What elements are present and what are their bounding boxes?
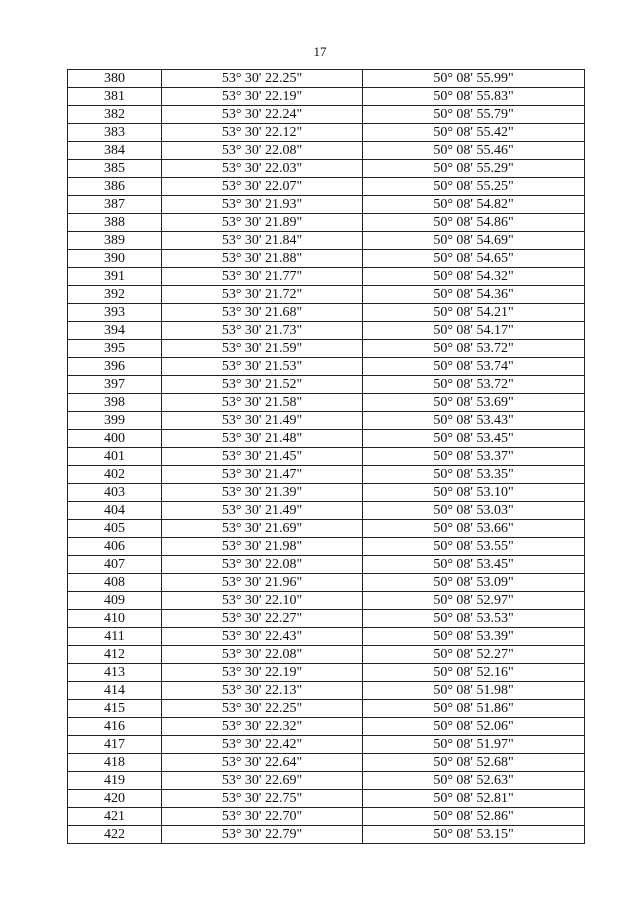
table-row: [68, 664, 585, 682]
table-row: [68, 394, 585, 412]
table-row: [68, 808, 585, 826]
latitude-cell: 53° 30' 22.03": [162, 160, 363, 178]
table-row: [68, 520, 585, 538]
longitude-cell: 50° 08' 51.98": [363, 682, 585, 700]
table-row: [68, 592, 585, 610]
table-row: [68, 484, 585, 502]
point-number-cell: 386: [68, 178, 162, 196]
longitude-cell: 50° 08' 53.03": [363, 502, 585, 520]
longitude-cell: 50° 08' 53.15": [363, 826, 585, 844]
point-number-cell: 392: [68, 286, 162, 304]
longitude-cell: 50° 08' 53.43": [363, 412, 585, 430]
latitude-cell: 53° 30' 21.73": [162, 322, 363, 340]
latitude-cell: 53° 30' 22.75": [162, 790, 363, 808]
table-row: [68, 124, 585, 142]
longitude-cell: 50° 08' 52.63": [363, 772, 585, 790]
longitude-cell: 50° 08' 52.97": [363, 592, 585, 610]
point-number-cell: 403: [68, 484, 162, 502]
point-number-cell: 418: [68, 754, 162, 772]
latitude-cell: 53° 30' 22.12": [162, 124, 363, 142]
longitude-cell: 50° 08' 54.69": [363, 232, 585, 250]
point-number-cell: 417: [68, 736, 162, 754]
longitude-cell: 50° 08' 52.06": [363, 718, 585, 736]
table-row: [68, 790, 585, 808]
table-row: [68, 268, 585, 286]
latitude-cell: 53° 30' 21.96": [162, 574, 363, 592]
longitude-cell: 50° 08' 53.72": [363, 376, 585, 394]
longitude-cell: 50° 08' 53.39": [363, 628, 585, 646]
coordinates-table-body: [68, 70, 585, 844]
table-row: [68, 502, 585, 520]
longitude-cell: 50° 08' 52.68": [363, 754, 585, 772]
point-number-cell: 390: [68, 250, 162, 268]
point-number-cell: 391: [68, 268, 162, 286]
table-row: [68, 628, 585, 646]
table-row: [68, 250, 585, 268]
longitude-cell: 50° 08' 52.86": [363, 808, 585, 826]
point-number-cell: 398: [68, 394, 162, 412]
latitude-cell: 53° 30' 21.59": [162, 340, 363, 358]
point-number-cell: 407: [68, 556, 162, 574]
latitude-cell: 53° 30' 21.68": [162, 304, 363, 322]
point-number-cell: 393: [68, 304, 162, 322]
point-number-cell: 381: [68, 88, 162, 106]
latitude-cell: 53° 30' 22.08": [162, 142, 363, 160]
latitude-cell: 53° 30' 21.98": [162, 538, 363, 556]
table-row: [68, 88, 585, 106]
table-row: [68, 412, 585, 430]
point-number-cell: 413: [68, 664, 162, 682]
point-number-cell: 414: [68, 682, 162, 700]
table-row: [68, 106, 585, 124]
table-row: [68, 358, 585, 376]
latitude-cell: 53° 30' 22.25": [162, 700, 363, 718]
latitude-cell: 53° 30' 21.49": [162, 412, 363, 430]
table-row: [68, 646, 585, 664]
table-row: [68, 736, 585, 754]
latitude-cell: 53° 30' 22.24": [162, 106, 363, 124]
table-row: [68, 70, 585, 88]
latitude-cell: 53° 30' 22.79": [162, 826, 363, 844]
point-number-cell: 404: [68, 502, 162, 520]
point-number-cell: 409: [68, 592, 162, 610]
point-number-cell: 411: [68, 628, 162, 646]
longitude-cell: 50° 08' 53.66": [363, 520, 585, 538]
point-number-cell: 380: [68, 70, 162, 88]
longitude-cell: 50° 08' 53.37": [363, 448, 585, 466]
point-number-cell: 410: [68, 610, 162, 628]
table-row: [68, 232, 585, 250]
latitude-cell: 53° 30' 22.08": [162, 646, 363, 664]
coordinates-table: [67, 69, 585, 844]
longitude-cell: 50° 08' 53.45": [363, 430, 585, 448]
latitude-cell: 53° 30' 22.43": [162, 628, 363, 646]
longitude-cell: 50° 08' 52.81": [363, 790, 585, 808]
point-number-cell: 395: [68, 340, 162, 358]
point-number-cell: 385: [68, 160, 162, 178]
longitude-cell: 50° 08' 52.16": [363, 664, 585, 682]
latitude-cell: 53° 30' 22.64": [162, 754, 363, 772]
page-number: 17: [313, 44, 327, 59]
table-row: [68, 376, 585, 394]
point-number-cell: 383: [68, 124, 162, 142]
longitude-cell: 50° 08' 53.74": [363, 358, 585, 376]
latitude-cell: 53° 30' 21.84": [162, 232, 363, 250]
table-row: [68, 142, 585, 160]
point-number-cell: 389: [68, 232, 162, 250]
longitude-cell: 50° 08' 53.53": [363, 610, 585, 628]
point-number-cell: 388: [68, 214, 162, 232]
latitude-cell: 53° 30' 21.39": [162, 484, 363, 502]
longitude-cell: 50° 08' 54.86": [363, 214, 585, 232]
longitude-cell: 50° 08' 53.72": [363, 340, 585, 358]
longitude-cell: 50° 08' 55.42": [363, 124, 585, 142]
latitude-cell: 53° 30' 22.07": [162, 178, 363, 196]
longitude-cell: 50° 08' 55.29": [363, 160, 585, 178]
latitude-cell: 53° 30' 21.69": [162, 520, 363, 538]
longitude-cell: 50° 08' 54.32": [363, 268, 585, 286]
point-number-cell: 384: [68, 142, 162, 160]
latitude-cell: 53° 30' 21.49": [162, 502, 363, 520]
table-row: [68, 718, 585, 736]
table-row: [68, 772, 585, 790]
longitude-cell: 50° 08' 53.69": [363, 394, 585, 412]
table-row: [68, 538, 585, 556]
longitude-cell: 50° 08' 55.99": [363, 70, 585, 88]
table-row: [68, 466, 585, 484]
point-number-cell: 382: [68, 106, 162, 124]
latitude-cell: 53° 30' 22.32": [162, 718, 363, 736]
longitude-cell: 50° 08' 54.21": [363, 304, 585, 322]
point-number-cell: 399: [68, 412, 162, 430]
table-row: [68, 286, 585, 304]
longitude-cell: 50° 08' 51.97": [363, 736, 585, 754]
longitude-cell: 50° 08' 55.46": [363, 142, 585, 160]
latitude-cell: 53° 30' 21.88": [162, 250, 363, 268]
latitude-cell: 53° 30' 21.52": [162, 376, 363, 394]
point-number-cell: 406: [68, 538, 162, 556]
latitude-cell: 53° 30' 21.47": [162, 466, 363, 484]
longitude-cell: 50° 08' 53.35": [363, 466, 585, 484]
latitude-cell: 53° 30' 22.25": [162, 70, 363, 88]
longitude-cell: 50° 08' 53.45": [363, 556, 585, 574]
point-number-cell: 408: [68, 574, 162, 592]
table-row: [68, 448, 585, 466]
longitude-cell: 50° 08' 55.25": [363, 178, 585, 196]
point-number-cell: 402: [68, 466, 162, 484]
longitude-cell: 50° 08' 55.83": [363, 88, 585, 106]
latitude-cell: 53° 30' 22.08": [162, 556, 363, 574]
latitude-cell: 53° 30' 21.45": [162, 448, 363, 466]
longitude-cell: 50° 08' 51.86": [363, 700, 585, 718]
point-number-cell: 421: [68, 808, 162, 826]
point-number-cell: 415: [68, 700, 162, 718]
point-number-cell: 396: [68, 358, 162, 376]
point-number-cell: 387: [68, 196, 162, 214]
table-row: [68, 214, 585, 232]
point-number-cell: 394: [68, 322, 162, 340]
longitude-cell: 50° 08' 54.36": [363, 286, 585, 304]
point-number-cell: 412: [68, 646, 162, 664]
longitude-cell: 50° 08' 54.82": [363, 196, 585, 214]
table-row: [68, 304, 585, 322]
longitude-cell: 50° 08' 53.09": [363, 574, 585, 592]
table-row: [68, 160, 585, 178]
latitude-cell: 53° 30' 21.53": [162, 358, 363, 376]
point-number-cell: 400: [68, 430, 162, 448]
longitude-cell: 50° 08' 55.79": [363, 106, 585, 124]
longitude-cell: 50° 08' 53.55": [363, 538, 585, 556]
latitude-cell: 53° 30' 22.69": [162, 772, 363, 790]
latitude-cell: 53° 30' 22.13": [162, 682, 363, 700]
point-number-cell: 416: [68, 718, 162, 736]
latitude-cell: 53° 30' 22.27": [162, 610, 363, 628]
table-row: [68, 322, 585, 340]
latitude-cell: 53° 30' 21.93": [162, 196, 363, 214]
point-number-cell: 397: [68, 376, 162, 394]
latitude-cell: 53° 30' 21.48": [162, 430, 363, 448]
table-row: [68, 682, 585, 700]
longitude-cell: 50° 08' 54.17": [363, 322, 585, 340]
point-number-cell: 419: [68, 772, 162, 790]
latitude-cell: 53° 30' 22.70": [162, 808, 363, 826]
table-row: [68, 430, 585, 448]
point-number-cell: 401: [68, 448, 162, 466]
point-number-cell: 420: [68, 790, 162, 808]
latitude-cell: 53° 30' 21.77": [162, 268, 363, 286]
latitude-cell: 53° 30' 21.72": [162, 286, 363, 304]
table-row: [68, 178, 585, 196]
longitude-cell: 50° 08' 54.65": [363, 250, 585, 268]
latitude-cell: 53° 30' 22.10": [162, 592, 363, 610]
longitude-cell: 50° 08' 53.10": [363, 484, 585, 502]
point-number-cell: 405: [68, 520, 162, 538]
longitude-cell: 50° 08' 52.27": [363, 646, 585, 664]
latitude-cell: 53° 30' 22.19": [162, 88, 363, 106]
table-row: [68, 196, 585, 214]
latitude-cell: 53° 30' 21.58": [162, 394, 363, 412]
table-row: [68, 754, 585, 772]
table-row: [68, 574, 585, 592]
table-row: [68, 610, 585, 628]
table-row: [68, 556, 585, 574]
table-row: [68, 340, 585, 358]
latitude-cell: 53° 30' 21.89": [162, 214, 363, 232]
latitude-cell: 53° 30' 22.19": [162, 664, 363, 682]
latitude-cell: 53° 30' 22.42": [162, 736, 363, 754]
point-number-cell: 422: [68, 826, 162, 844]
table-row: [68, 700, 585, 718]
table-row: [68, 826, 585, 844]
